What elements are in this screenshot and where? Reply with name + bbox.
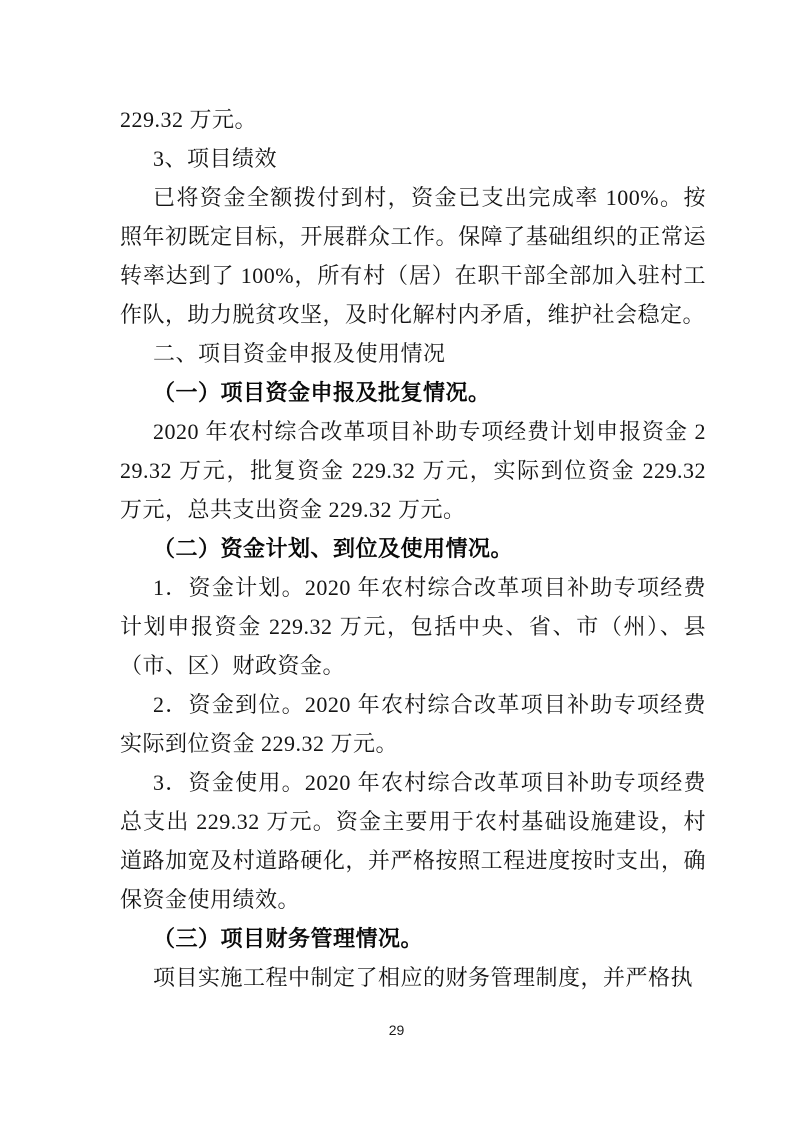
section-heading: （一）项目资金申报及批复情况。 <box>153 380 491 405</box>
page-number: 29 <box>388 1022 405 1038</box>
paragraph: 3．资金使用。2020 年农村综合改革项目补助专项经费总支出 229.32 万元。资金主要用于农村基础设施建设，村道路加宽及村道路硬化，并严格按照工程进度按时支出，确保资金使用绩效。 <box>120 770 706 912</box>
section-heading: （三）项目财务管理情况。 <box>153 926 424 951</box>
paragraph: 项目实施工程中制定了相应的财务管理制度，并严格执 <box>153 965 694 990</box>
paragraph: 1．资金计划。2020 年农村综合改革项目补助专项经费计划申报资金 229.32 万元，包括中央、省、市（州）、县（市、区）财政资金。 <box>120 575 706 678</box>
paragraph: 3、项目绩效 <box>153 146 278 171</box>
section-heading: （二）资金计划、到位及使用情况。 <box>153 536 514 561</box>
paragraph: 229.32 万元。 <box>120 107 258 132</box>
paragraph: 2．资金到位。2020 年农村综合改革项目补助专项经费实际到位资金 229.32 万元。 <box>120 692 706 756</box>
document-content <box>120 100 706 997</box>
paragraph: 已将资金全额拨付到村，资金已支出完成率 100%。按照年初既定目标，开展群众工作。保障了基础组织的正常运转率达到了 100%，所有村（居）在职干部全部加入驻村工作队，助力脱贫攻坚，及时化解村内矛盾，维护社会稳定。 <box>120 185 706 327</box>
paragraph: 2020 年农村综合改革项目补助专项经费计划申报资金 229.32 万元，批复资金 229.32 万元，实际到位资金 229.32 万元，总共支出资金 229.32 万元。 <box>120 419 706 522</box>
paragraph: 二、项目资金申报及使用情况 <box>153 341 446 366</box>
